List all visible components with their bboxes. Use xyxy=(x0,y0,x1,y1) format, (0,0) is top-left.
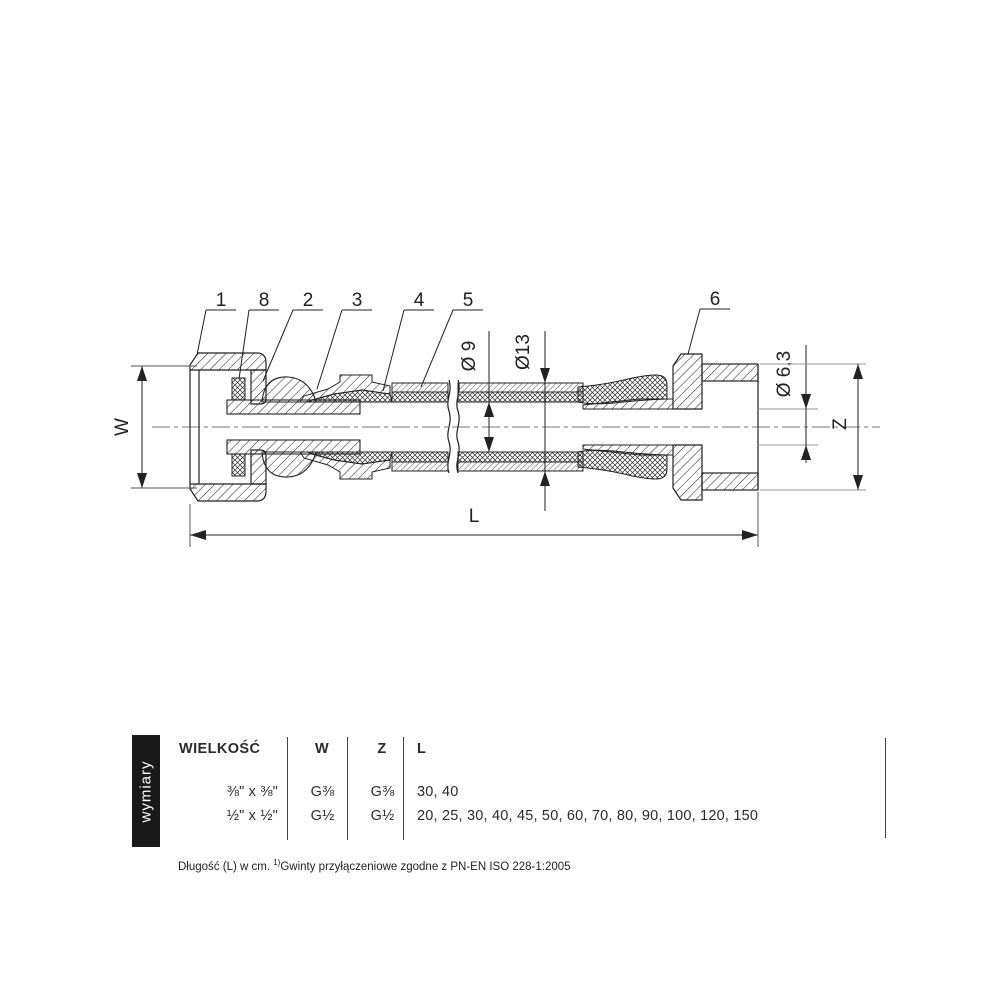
col-header-size: WIELKOŚĆ xyxy=(179,741,261,757)
dim-l xyxy=(190,492,758,547)
col-header-z: Z xyxy=(377,741,387,757)
cell-size: ⅜" x ⅜" xyxy=(226,784,278,800)
dim-z-label: Z xyxy=(830,418,851,430)
footnote-prefix: Długość (L) w cm. xyxy=(178,860,274,873)
cell-z: G⅜ xyxy=(370,784,395,800)
cell-w: G⅜ xyxy=(310,784,335,800)
callout-6: 6 xyxy=(709,289,721,310)
table-sidebar-tab xyxy=(132,735,160,847)
dim-l-label: L xyxy=(468,506,480,527)
col-header-l: L xyxy=(417,741,427,757)
table-right-border xyxy=(885,738,886,838)
footnote xyxy=(178,858,571,873)
footnote-text: Gwinty przyłączeniowe zgodne z PN-EN ISO 228-1:2005 xyxy=(280,860,571,873)
cell-z: G½ xyxy=(370,808,395,824)
column-divider xyxy=(287,737,288,840)
callout-2: 2 xyxy=(302,290,314,311)
callout-1: 1 xyxy=(215,290,227,311)
callout-4: 4 xyxy=(413,290,425,311)
callout-3: 3 xyxy=(351,290,363,311)
footnote-superscript: 1) xyxy=(273,858,281,867)
table-sidebar-label: wymiary xyxy=(137,760,155,822)
dim-d9-label: Ø 9 xyxy=(459,340,480,372)
cell-size: ½" x ½" xyxy=(226,808,278,824)
col-header-w: W xyxy=(314,741,330,757)
cell-l: 20, 25, 30, 40, 45, 50, 60, 70, 80, 90, 100, 120, 150 xyxy=(417,808,759,824)
dim-w-label: W xyxy=(112,418,133,436)
cell-w: G½ xyxy=(310,808,335,824)
callout-5: 5 xyxy=(462,290,474,311)
cell-l: 30, 40 xyxy=(417,784,459,800)
callout-numbers xyxy=(216,289,721,311)
dim-d63-label: Ø 6,3 xyxy=(774,350,795,398)
callout-8: 8 xyxy=(258,290,270,311)
dim-d13-label: Ø13 xyxy=(513,334,534,370)
dim-d13 xyxy=(513,331,550,511)
